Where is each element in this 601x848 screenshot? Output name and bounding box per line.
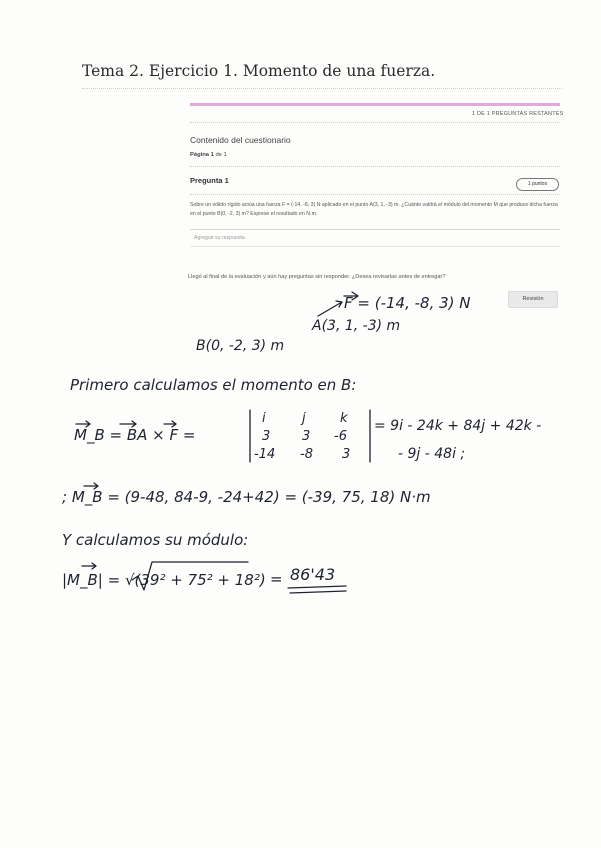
hw-point-b: B(0, -2, 3) m bbox=[196, 338, 285, 354]
remaining-questions: 1 DE 1 PREGUNTAS RESTANTES bbox=[472, 111, 564, 117]
contents-heading: Contenido del cuestionario bbox=[190, 135, 291, 145]
matrix-r2c2: 3 bbox=[302, 429, 311, 444]
review-button[interactable]: Revisión bbox=[508, 291, 558, 308]
hw-step1: Primero calculamos el momento en B: bbox=[70, 376, 357, 394]
document-title: Tema 2. Ejercicio 1. Momento de una fuerza. bbox=[82, 62, 436, 80]
hw-point-a: A(3, 1, -3) m bbox=[312, 318, 401, 334]
matrix-r2c3: -6 bbox=[334, 429, 347, 444]
matrix-r1c3: k bbox=[340, 411, 348, 426]
page-label: Página 1 bbox=[190, 152, 214, 158]
matrix-r2c1: 3 bbox=[262, 429, 271, 444]
end-notice: Llegó al final de la evaluación y aún hay preguntas sin responder. ¿Desea revisarlas antes de entregar? bbox=[188, 274, 446, 280]
hw-modulus-lhs: |M_B| = √(39² + 75² + 18²) bbox=[62, 571, 266, 589]
matrix-r1c1: i bbox=[262, 411, 266, 426]
hw-result: ; M_B = (9-48, 84-9, -24+42) = (-39, 75, 18) N·m bbox=[62, 488, 431, 506]
points-badge: 1 puntos bbox=[516, 178, 559, 191]
hw-expansion-1: = 9i - 24k + 84j + 42k - bbox=[374, 418, 542, 434]
answer-underline bbox=[288, 586, 346, 593]
hw-modulus-value: 86'43 bbox=[290, 565, 336, 584]
hw-expansion-2: - 9j - 48i ; bbox=[398, 446, 466, 462]
answer-placeholder: Agregue su respuesta bbox=[194, 235, 245, 241]
matrix-r3c1: -14 bbox=[254, 447, 276, 462]
matrix-r3c3: 3 bbox=[342, 447, 351, 462]
hw-eq-lhs: M_B = BA × F = bbox=[74, 426, 196, 444]
page-of: de 1 bbox=[213, 152, 227, 158]
hw-force: F = (-14, -8, 3) N bbox=[344, 294, 471, 312]
force-arrow-icon bbox=[318, 301, 342, 316]
matrix-r3c2: -8 bbox=[300, 447, 313, 462]
hw-step2: Y calculamos su módulo: bbox=[62, 531, 249, 549]
hw-modulus-eq: = bbox=[270, 570, 283, 588]
question-title: Pregunta 1 bbox=[190, 176, 229, 185]
vector-arrow-modulus bbox=[82, 563, 96, 569]
matrix-r1c2: j bbox=[302, 411, 306, 426]
question-text: Sobre un sólido rígido actúa una fuerza F = (-14, -8, 3) N aplicado en el punto A(3, 1, -3) m. ¿Cuánto valdrá el módulo del momento M que produce dicha fuerza en el punto B(0, -2, 3) m? Exprese el resultado en N·m. bbox=[190, 202, 558, 217]
